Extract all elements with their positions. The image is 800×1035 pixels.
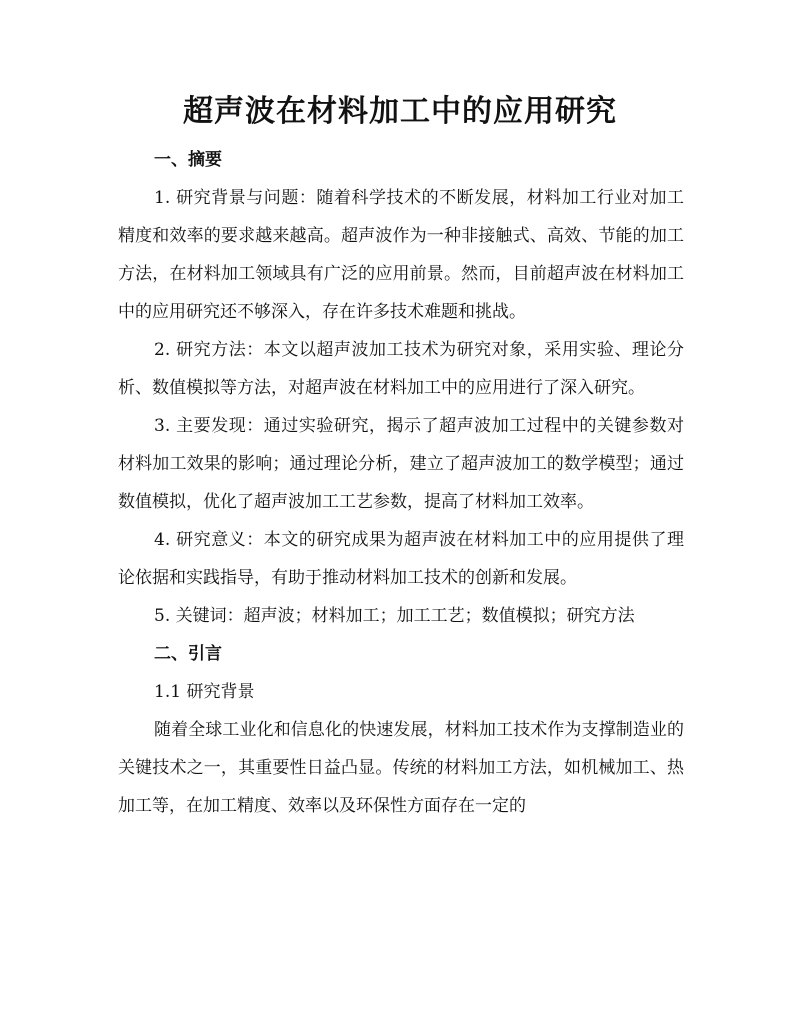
abstract-item-findings: 3. 主要发现：通过实验研究，揭示了超声波加工过程中的关键参数对材料加工效果的影响；通过理论分析，建立了超声波加工的数学模型；通过数值模拟，优化了超声波加工工艺参数，提高了材料加工效率。 [118, 416, 684, 512]
abstract-item-method: 2. 研究方法：本文以超声波加工技术为研究对象，采用实验、理论分析、数值模拟等方法，对超声波在材料加工中的应用进行了深入研究。 [118, 340, 684, 398]
introduction-paragraph: 随着全球工业化和信息化的快速发展，材料加工技术作为支撑制造业的关键技术之一，其重要性日益凸显。传统的材料加工方法，如机械加工、热加工等，在加工精度、效率以及环保性方面存在一定的 [118, 720, 684, 816]
document-body [118, 141, 684, 825]
section-heading-introduction: 二、引言 [154, 644, 222, 664]
document-title: 超声波在材料加工中的应用研究 [183, 94, 617, 129]
abstract-item-significance: 4. 研究意义：本文的研究成果为超声波在材料加工中的应用提供了理论依据和实践指导，有助于推动材料加工技术的创新和发展。 [118, 530, 684, 588]
abstract-item-background: 1. 研究背景与问题：随着科学技术的不断发展，材料加工行业对加工精度和效率的要求越来越高。超声波作为一种非接触式、高效、节能的加工方法，在材料加工领域具有广泛的应用前景。然而，目前超声波在材料加工中的应用研究还不够深入，存在许多技术难题和挑战。 [118, 188, 684, 322]
subsection-heading-background: 1.1 研究背景 [154, 682, 255, 702]
section-heading-abstract: 一、摘要 [154, 150, 222, 170]
abstract-item-keywords: 5. 关键词：超声波；材料加工；加工工艺；数值模拟；研究方法 [154, 606, 635, 626]
